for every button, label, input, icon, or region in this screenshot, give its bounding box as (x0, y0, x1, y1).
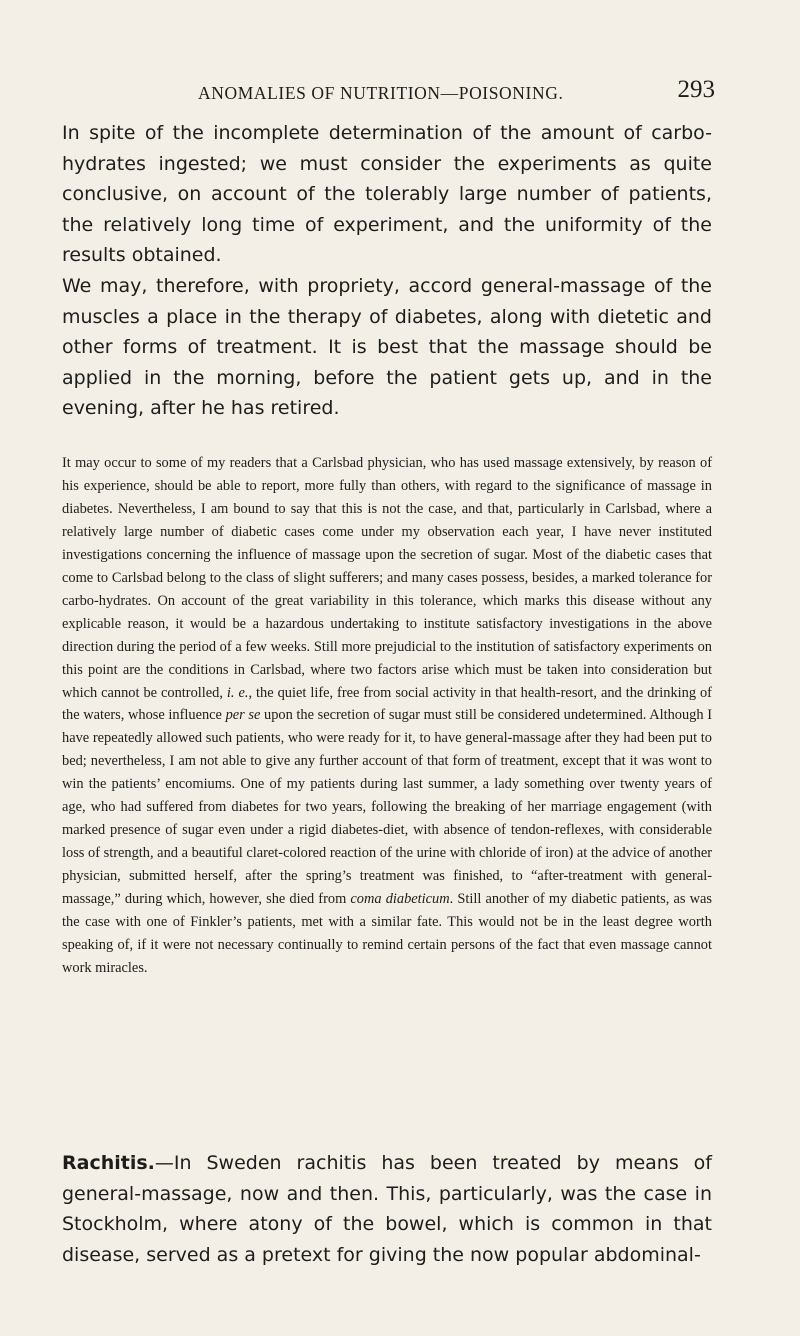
running-title: ANOMALIES OF NUTRITION—POISONING. (198, 83, 564, 103)
rachitis-section (62, 1148, 712, 1270)
rachitis-text: —In Sweden rachitis has been treated by means of general-massage, now and then. This, particularly, was the case in Stockholm, where atony of the bowel, which is common in that disease, served as a pretext for giving the now popular abdominal- (62, 1152, 712, 1266)
note-text-part-4: . Still another of my diabetic patients, as was the case with one of Finkler’s patients, met with a similar fate. This would not be in the least degree worth speaking of, if it were not necessary continually to remind certain persons of the fact that even massage cannot work miracles. (62, 891, 712, 976)
running-head (62, 76, 715, 116)
note-italic-per-se: per se (225, 707, 261, 724)
note-text-part-1: It may occur to some of my readers that a Carlsbad physician, who has used massage extensively, by reason of his experience, should be able to report, more fully than others, with regard to the significance of massage in diabetes. Nevertheless, I am bound to say that this is not the case, and that, particularly in Carlsbad, where a relatively large number of diabetic cases come under my observation each year, I have never instituted investigations concerning the influence of massage upon the secretion of sugar. Most of the diabetic cases that come to Carlsbad belong to the class of slight sufferers; and many cases possess, besides, a marked tolerance for carbo-hydrates. On account of the great variability in this tolerance, which marks this disease without any explicable reason, it would be a hazardous undertaking to institute satisfactory investigations in the above direction during the period of a few weeks. Still more prejudicial to the institution of satisfactory experiments on this point are the conditions in Carlsbad, where two factors arise which must be taken into consideration but which cannot be controlled, (62, 455, 712, 701)
paragraph-therapy: We may, therefore, with propriety, accord general-massage of the muscles a place in the therapy of diabetes, along with dietetic and other forms of treatment. It is best that the massage should be applied in the morning, before the patient gets up, and in the evening, after he has retired. (62, 274, 712, 420)
note-paragraph (62, 452, 712, 980)
note-block (62, 452, 712, 980)
note-italic-ie: i. e. (226, 684, 249, 701)
note-italic-coma: coma diabeticum (350, 891, 450, 908)
paragraph-conclusive: In spite of the incomplete determination of the amount of carbo-hydrates ingested; we must consider the experiments as quite conclusive, on account of the tolerably large number of patients, the relatively long time of experiment, and the uniformity of the results obtained. (62, 122, 712, 267)
rachitis-paragraph (62, 1148, 712, 1270)
note-text-part-2: , the quiet life, free from social activity in that health-resort, and the drinking of the waters, whose influence (62, 684, 712, 724)
main-text-block (62, 118, 712, 424)
rachitis-heading: Rachitis. (62, 1152, 155, 1174)
page-number: 293 (677, 76, 715, 103)
note-text-part-3: upon the secretion of sugar must still be considered undetermined. Although I have repeatedly allowed such patients, who were ready for it, to have general-massage after they had been put to bed; nevertheless, I am not able to give any further account of that form of treatment, except that it was wont to win the patients’ encomiums. One of my patients during last summer, a lady something over twenty years of age, who had suffered from diabetes for two years, following the breaking of her marriage engagement (with marked presence of sugar even under a rigid diabetes-diet, with absence of tendon-reflexes, with considerable loss of strength, and a beautiful claret-colored reaction of the urine with chloride of iron) at the advice of another physician, submitted herself, after the spring’s treatment was finished, to “after-treatment with general-massage,” during which, however, she died from (62, 707, 712, 908)
